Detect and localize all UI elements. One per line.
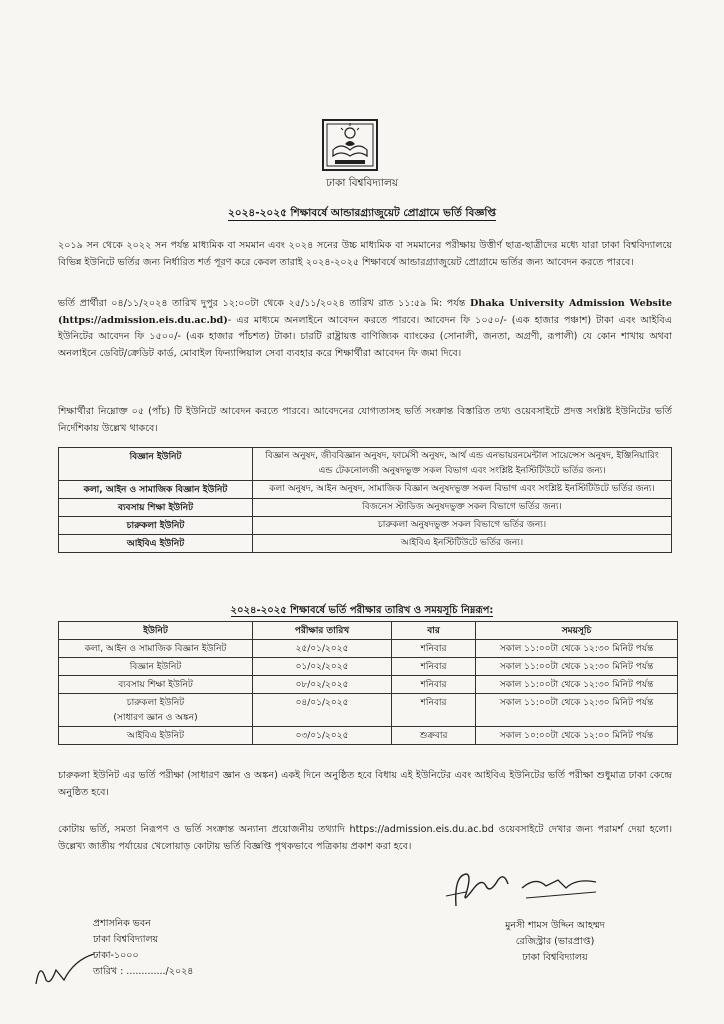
units-table-row bbox=[59, 481, 672, 499]
schedule-day-cell: শনিবার bbox=[392, 676, 476, 694]
unit-description-cell: চারুকলা অনুষদভুক্ত সকল বিভাগে ভর্তির জন্য। bbox=[253, 517, 672, 535]
schedule-title bbox=[0, 603, 724, 620]
schedule-header-date: পরীক্ষার তারিখ bbox=[253, 622, 392, 640]
application-paragraph bbox=[58, 296, 672, 362]
unit-name-cell: কলা, আইন ও সামাজিক বিজ্ঞান ইউনিট bbox=[59, 481, 253, 499]
schedule-row bbox=[59, 727, 678, 745]
admission-website-link[interactable]: Dhaka University Admission Website (https://admission.eis.du.ac.bd) bbox=[58, 298, 672, 326]
signatory-block bbox=[480, 918, 630, 966]
schedule-date-cell: ০৮/০২/২০২৫ bbox=[253, 676, 392, 694]
unit-name-cell: আইবিএ ইউনিট bbox=[59, 535, 253, 553]
schedule-time-cell: সকাল ১০:০০টা থেকে ১২:০০ মিনিট পর্যন্ত bbox=[476, 727, 678, 745]
signatory-org: ঢাকা বিশ্ববিদ্যালয় bbox=[522, 952, 588, 963]
unit-description-cell: আইবিএ ইনস্টিটিউটে ভর্তির জন্য। bbox=[253, 535, 672, 553]
schedule-unit-cell bbox=[59, 640, 253, 658]
schedule-header-day: বার bbox=[392, 622, 476, 640]
fine-arts-note: চারুকলা ইউনিট এর ভর্তি পরীক্ষা (সাধারণ জ্ঞান ও অঙ্কন) একই দিনে অনুষ্ঠিত হবে বিধায় এই ইউনিটের এবং আইবিএ ইউনিটের ভর্তি পরীক্ষা শুধুমাত্র ঢাকা কেন্দ্রে অনুষ্ঠিত হবে। bbox=[58, 770, 672, 798]
schedule-date-cell: ০৪/০১/২০২৫ bbox=[253, 694, 392, 727]
schedule-time-cell: সকাল ১১:০০টা থেকে ১২:৩০ মিনিট পর্যন্ত bbox=[476, 694, 678, 727]
eligibility-paragraph: ২০১৯ সন থেকে ২০২২ সন পর্যন্ত মাধ্যমিক বা সমমান এবং ২০২৪ সনের উচ্চ মাধ্যমিক বা সমমানের পরীক্ষায় উত্তীর্ণ ছাত্র-ছাত্রীদের মধ্যে যারা ঢাকা বিশ্ববিদ্যালয়ে বিভিন্ন ইউনিটে ভর্তির জন্য নির্ধারিত শর্ত পূরণ করে কেবল তারাই ২০২৪-২০২৫ শিক্ষাবর্ষে আন্ডারগ্র্যাজুয়েট প্রোগ্রামে ভর্তির জন্য আবেদন করতে পারবে। bbox=[58, 240, 672, 268]
units-table-row bbox=[59, 517, 672, 535]
office-line-1: প্রশাসনিক ভবন bbox=[93, 918, 151, 929]
schedule-header-row bbox=[59, 622, 678, 640]
schedule-unit-name: আইবিএ ইউনিট bbox=[126, 731, 184, 741]
university-name: ঢাকা বিশ্ববিদ্যালয় bbox=[325, 177, 399, 189]
quota-note: কোটায় ভর্তি, সমতা নিরূপণ ও ভর্তি সংক্রান্ত অন্যান্য প্রয়োজনীয় তথ্যাদি https://admission.eis.du.ac.bd ওয়েবসাইটে দেখার জন্য পরামর্শ দেয়া হলো। উল্লেখ্য জাতীয় পর্যায়ের খেলোয়াড় কোটায় ভর্তি বিজ্ঞপ্তি পৃথকভাবে পত্রিকায় প্রকাশ করা হবে। bbox=[58, 824, 672, 852]
schedule-unit-cell bbox=[59, 658, 253, 676]
unit-description-cell: বিজনেস স্টাডিজ অনুষদভুক্ত সকল বিভাগে ভর্তির জন্য। bbox=[253, 499, 672, 517]
application-text-b: - এর মাধ্যমে অনলাইনে আবেদন করতে পারবে। আবেদন ফি ১০৫০/- (এক হাজার পঞ্চাশ) টাকা এবং আইবিএ ইউনিটের আবেদন ফি ১৫০০/- (এক হাজার পাঁচশত) টাকা। চারটি রাষ্ট্রায়ত্ত বাণিজ্যিক ব্যাংকের (সোনালী, জনতা, অগ্রণী, রূপালী) যে কোন শাখায় অথবা অনলাইনে ডেবিট/ক্রেডিট কার্ড, মোবাইল ফিন্যান্সিয়াল সেবা ব্যবহার করে শিক্ষার্থীরা আবেদন ফি জমা দিবে। bbox=[58, 314, 672, 359]
schedule-time-cell: সকাল ১১:০০টা থেকে ১২:৩০ মিনিট পর্যন্ত bbox=[476, 640, 678, 658]
units-table-row bbox=[59, 448, 672, 481]
schedule-row bbox=[59, 658, 678, 676]
units-table bbox=[58, 447, 672, 553]
unit-name-cell: বিজ্ঞান ইউনিট bbox=[59, 448, 253, 481]
office-line-2: ঢাকা বিশ্ববিদ্যালয় bbox=[93, 934, 159, 945]
unit-description-cell: কলা অনুষদ, আইন অনুষদ, সামাজিক বিজ্ঞান অনুষদভুক্ত সকল বিভাগ এবং সংশ্লিষ্ট ইনস্টিটিউটে ভর্তির জন্য। bbox=[253, 481, 672, 499]
schedule-unit-name: চারুকলা ইউনিট bbox=[126, 698, 185, 708]
notice-title-text: ২০২৪-২০২৫ শিক্ষাবর্ষে আন্ডারগ্র্যাজুয়েট প্রোগ্রামে ভর্তি বিজ্ঞপ্তি bbox=[227, 207, 497, 219]
schedule-unit-name: কলা, আইন ও সামাজিক বিজ্ঞান ইউনিট bbox=[84, 644, 227, 654]
schedule-header-unit: ইউনিট bbox=[59, 622, 253, 640]
signatory-designation: রেজিস্ট্রার (ভারপ্রাপ্ত) bbox=[515, 936, 595, 947]
office-line-3: ঢাকা-১০০০ bbox=[93, 950, 139, 961]
schedule-day-cell: শনিবার bbox=[392, 658, 476, 676]
schedule-date-cell: ০১/০২/২০২৫ bbox=[253, 658, 392, 676]
unit-name-cell: ব্যবসায় শিক্ষা ইউনিট bbox=[59, 499, 253, 517]
schedule-row bbox=[59, 694, 678, 727]
schedule-day-cell: শুক্রবার bbox=[392, 727, 476, 745]
schedule-time-cell: সকাল ১১:০০টা থেকে ১২:৩০ মিনিট পর্যন্ত bbox=[476, 676, 678, 694]
schedule-table bbox=[58, 621, 678, 745]
university-seal-icon bbox=[321, 118, 379, 176]
handwritten-signature-icon bbox=[426, 866, 606, 914]
schedule-day-cell: শনিবার bbox=[392, 694, 476, 727]
schedule-unit-cell bbox=[59, 727, 253, 745]
schedule-unit-cell bbox=[59, 676, 253, 694]
schedule-row bbox=[59, 676, 678, 694]
schedule-date-cell: ০৩/০১/২০২৫ bbox=[253, 727, 392, 745]
schedule-row bbox=[59, 640, 678, 658]
units-table-row bbox=[59, 535, 672, 553]
units-paragraph: শিক্ষার্থীরা নিম্নোক্ত ০৫ (পাঁচ) টি ইউনিটে আবেদন করতে পারবে। আবেদনের যোগ্যতাসহ ভর্তি সংক্রান্ত বিস্তারিত তথ্য ওয়েবসাইটে প্রদত্ত সংশ্লিষ্ট ইউনিটের ভর্তি নির্দেশিকায় উল্লেখ থাকবে। bbox=[58, 406, 672, 434]
unit-name-cell: চারুকলা ইউনিট bbox=[59, 517, 253, 535]
signatory-name: মুনসী শামস উদ্দিন আহম্মদ bbox=[505, 920, 605, 931]
notice-title bbox=[0, 206, 724, 223]
application-text-a: ভর্তি প্রার্থীরা ০৪/১১/২০২৪ তারিখ দুপুর ১২:০০টা থেকে ২৫/১১/২০২৪ তারিখ রাত ১১:৫৯ মি: পর্যন্ত bbox=[58, 298, 471, 309]
unit-description-cell: বিজ্ঞান অনুষদ, জীববিজ্ঞান অনুষদ, ফার্মেসী অনুষদ, আর্থ এন্ড এনভায়রনমেন্টাল সায়েন্সেস অনুষদ, ইঞ্জিনিয়ারিং এন্ড টেকনোলজী অনুষদভুক্ত সকল বিভাগ এবং সংশ্লিষ্ট ইনস্টিটিউটে ভর্তির জন্য। bbox=[253, 448, 672, 481]
schedule-unit-cell bbox=[59, 694, 253, 727]
schedule-header-time: সময়সূচি bbox=[476, 622, 678, 640]
schedule-unit-name: বিজ্ঞান ইউনিট bbox=[129, 662, 182, 672]
schedule-date-cell: ২৫/০১/২০২৫ bbox=[253, 640, 392, 658]
schedule-title-text: ২০২৪-২০২৫ শিক্ষাবর্ষে ভর্তি পরীক্ষার তারিখ ও সময়সূচি নিম্নরূপ: bbox=[230, 605, 494, 616]
schedule-unit-subtitle: (সাধারণ জ্ঞান ও অঙ্কন) bbox=[113, 713, 198, 723]
office-line-4: তারিখ : ............./২০২৪ bbox=[93, 966, 194, 977]
schedule-unit-name: ব্যবসায় শিক্ষা ইউনিট bbox=[118, 680, 193, 690]
office-address bbox=[93, 916, 193, 980]
schedule-time-cell: সকাল ১১:০০টা থেকে ১২:৩০ মিনিট পর্যন্ত bbox=[476, 658, 678, 676]
schedule-day-cell: শনিবার bbox=[392, 640, 476, 658]
units-table-row bbox=[59, 499, 672, 517]
initial-mark-icon bbox=[30, 950, 100, 990]
